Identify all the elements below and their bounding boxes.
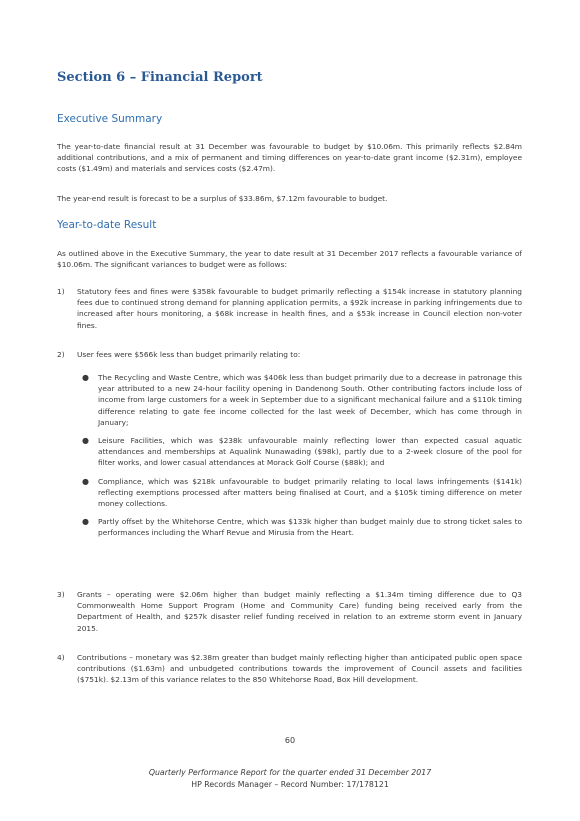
executive-summary-paragraph-1: The year-to-date financial result at 31 December was favourable to budget by $10.06m. This primarily reflects $2.84m additional contributions, and a mix of permanent and timing differences on year-to-date grant income ($2.31m), employee costs ($1.49m) and materials and services costs ($2.47m). bbox=[57, 142, 522, 174]
page-number: 60 bbox=[284, 736, 296, 745]
bullet-icon: ● bbox=[82, 373, 89, 382]
bullet-text: The Recycling and Waste Centre, which was $406k less than budget primarily due to a decrease in patronage this year attributed to a new 24-hour facility opening in Dandenong South. Other contributing factors include loss of income from large customers for a week in September due to a significant mechanical failure and a $110k timing difference relating to gate fee income collected for the last week of December, which has come through in January; bbox=[98, 373, 522, 427]
bullet-text: Leisure Facilities, which was $238k unfavourable mainly reflecting lower than expected casual aquatic attendances and memberships at Aqualink Nunawading ($98k), partly due to a 2-week closure of the pool for filter works, and lower casual attendances at Morack Golf Course ($88k); and bbox=[98, 436, 522, 468]
item-text: User fees were $566k less than budget primarily relating to: bbox=[77, 350, 301, 359]
variance-item-4 bbox=[57, 652, 522, 686]
section-title: Section 6 – Financial Report bbox=[57, 70, 263, 85]
bullet-text: Partly offset by the Whitehorse Centre, which was $133k higher than budget mainly due to strong ticket sales to performances including the Wharf Revue and Mirusia from the Heart. bbox=[98, 517, 522, 538]
bullet-icon: ● bbox=[82, 476, 89, 486]
user-fees-bullet-list bbox=[77, 372, 522, 539]
item-text: Contributions – monetary was $2.38m greater than budget mainly reflecting higher than anticipated public open space contributions ($1.63m) and unbudgeted contributions towards the improvement of Council assets and facilities ($751k). $2.13m of this variance relates to the 850 Whitehorse Road, Box Hill development. bbox=[77, 653, 522, 685]
bullet-icon: ● bbox=[82, 517, 89, 527]
variance-item-1 bbox=[57, 286, 522, 331]
list-item bbox=[77, 372, 522, 428]
executive-summary-heading: Executive Summary bbox=[57, 113, 163, 125]
variance-item-3 bbox=[57, 589, 522, 634]
ytd-result-heading: Year-to-date Result bbox=[57, 219, 157, 231]
bullet-text: Compliance, which was $218k unfavourable to budget primarily relating to local laws infringements ($141k) reflecting exemptions processed after matters being finalised at Court, and a $105k timing difference on meter money collections. bbox=[98, 476, 522, 509]
ytd-result-intro: As outlined above in the Executive Summary, the year to date result at 31 December 2017 reflects a favourable variance of $10.06m. The significant variances to budget were as follows: bbox=[57, 249, 522, 270]
item-number: 1) bbox=[57, 287, 65, 296]
footer-record-number: HP Records Manager – Record Number: 17/178121 bbox=[191, 780, 389, 789]
bullet-icon: ● bbox=[82, 436, 89, 446]
list-item bbox=[77, 476, 522, 510]
list-item bbox=[77, 516, 522, 538]
footer-report-title: Quarterly Performance Report for the quarter ended 31 December 2017 bbox=[148, 768, 432, 777]
executive-summary-paragraph-2: The year-end result is forecast to be a surplus of $33.86m, $7.12m favourable to budget. bbox=[57, 194, 388, 203]
item-number: 4) bbox=[57, 653, 65, 662]
item-number: 2) bbox=[57, 350, 65, 359]
item-number: 3) bbox=[57, 590, 65, 599]
item-text: Grants – operating were $2.06m higher than budget mainly reflecting a $1.34m timing difference due to Q3 Commonwealth Home Support Program (Home and Community Care) funding being received early from the Department of Health, and $257k disaster relief funding received in relation to an extreme storm event in January 2015. bbox=[77, 590, 522, 633]
item-text: Statutory fees and fines were $358k favourable to budget primarily reflecting a $154k increase in statutory planning fees due to continued strong demand for planning application permits, a $92k increase in parking infringements due to increased after hours monitoring, a $68k increase in health fines, and a $53k increase in Council election non-voter fines. bbox=[77, 287, 522, 330]
variance-item-2 bbox=[57, 349, 522, 360]
list-item bbox=[77, 435, 522, 469]
